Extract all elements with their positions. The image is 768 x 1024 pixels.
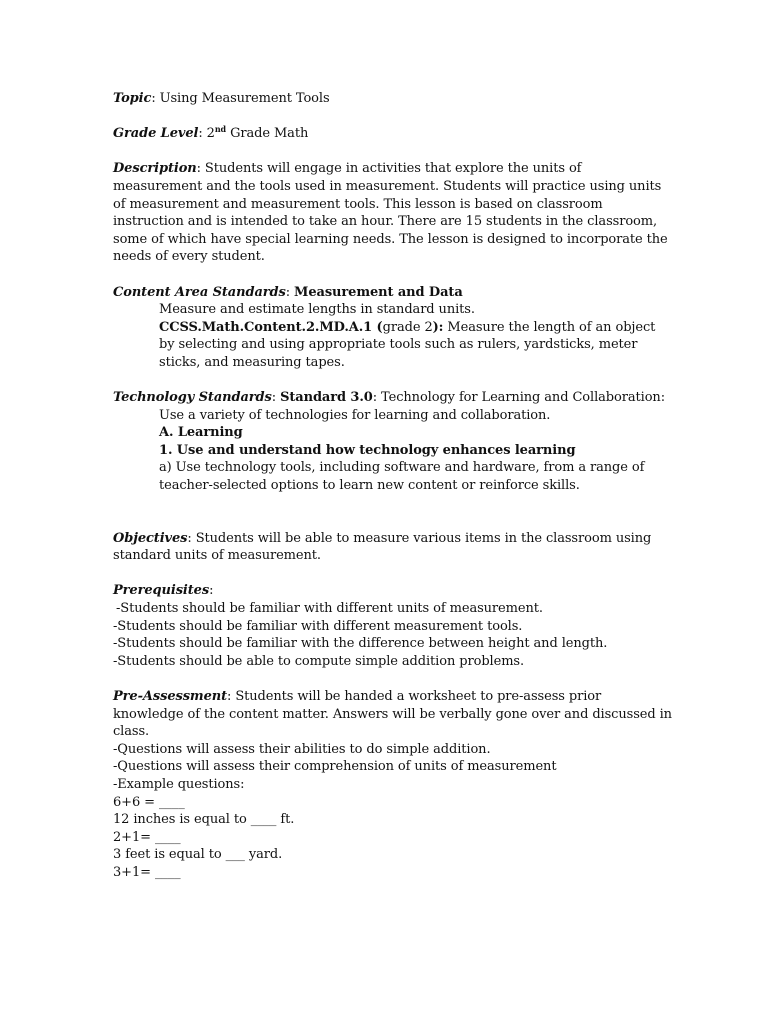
technology-standards-sep: : [271,390,281,406]
topic-label: Topic [113,91,152,106]
topic-value: : Using Measurement Tools [151,91,330,106]
objectives-text: : Students will be able to measure various items in the classroom using standard units of measurement. [113,530,652,564]
content-standards-label: Content Area Standards [113,284,286,300]
example-question: 2+1= ____ [113,829,181,845]
objectives-paragraph [113,530,673,565]
technology-item-1: 1. Use and understand how technology enhances learning [159,442,576,458]
ccss-close: ): [432,319,444,335]
ccss-text: Measure the length of an object by selecting and using appropriate tools such as rulers, yardsticks, meter sticks, and measuring tapes. [159,319,656,370]
prerequisites-label: Prerequisites [113,583,210,599]
example-question: 6+6 = ____ [113,794,185,810]
prerequisites-colon: : [209,583,214,599]
example-question: 12 inches is equal to ____ ft. [113,812,295,828]
prerequisite-item: -Students should be familiar with different measurement tools. [113,618,523,634]
lesson-plan-document [113,90,673,882]
grade-level-label: Grade Level [113,126,199,142]
description-label: Description [113,161,197,177]
pre-assessment-line: -Questions will assess their abilities to do simple addition. [113,741,491,757]
content-standards-section [113,284,673,372]
content-standards-heading: Measurement and Data [294,284,463,300]
pre-assessment-text: : Students will be handed a worksheet to pre-assess prior knowledge of the content matter. Answers will be verbally gone over and discussed in class. [113,689,672,740]
prerequisite-item: -Students should be familiar with the difference between height and length. [113,636,608,652]
topic-line [113,90,673,108]
grade-level-sup: nd [214,124,227,135]
pre-assessment-line: -Questions will assess their comprehension of units of measurement [113,759,557,775]
example-question: 3+1= ____ [113,864,181,880]
technology-a-learning: A. Learning [159,425,243,441]
prerequisite-item: -Students should be able to compute simple addition problems. [113,653,525,669]
pre-assessment-section [113,688,673,882]
prerequisite-item: -Students should be familiar with different units of measurement. [116,601,543,617]
content-standards-sep: : [285,284,295,300]
example-question: 3 feet is equal to ___ yard. [113,847,283,863]
technology-standards-line1: Use a variety of technologies for learning and collaboration. [159,407,551,423]
objectives-label: Objectives [113,530,188,546]
description-paragraph [113,160,673,266]
ccss-code: CCSS.Math.Content.2.MD.A.1 ( [159,319,383,335]
technology-standard-title: : Technology for Learning and Collaboration: [372,390,665,406]
technology-standards-section [113,389,673,495]
pre-assessment-label: Pre-Assessment [113,689,228,704]
content-standards-line1: Measure and estimate lengths in standard units. [159,302,475,318]
technology-item-a: a) Use technology tools, including software and hardware, from a range of teacher-selected options to learn new content or reinforce skills. [159,460,645,494]
description-text: : Students will engage in activities that explore the units of measurement and the tools used in measurement. Students will practice using units of measurement and measurement tools. This lesson is based on classroom instruction and is intended to take an hour. There are 15 students in the classroom, some of which have special learning needs. The lesson is designed to incorporate the needs of every student. [113,161,668,265]
prerequisites-section [113,582,673,670]
technology-standard-number: Standard 3.0 [280,390,373,406]
ccss-standard [159,319,673,372]
technology-standards-label: Technology Standards [113,390,272,406]
grade-level-prefix: : 2 [198,126,215,142]
grade-level-suffix: Grade Math [226,126,309,142]
ccss-grade: grade 2 [382,319,433,335]
grade-level-line [113,125,673,143]
pre-assessment-line: -Example questions: [113,776,245,792]
